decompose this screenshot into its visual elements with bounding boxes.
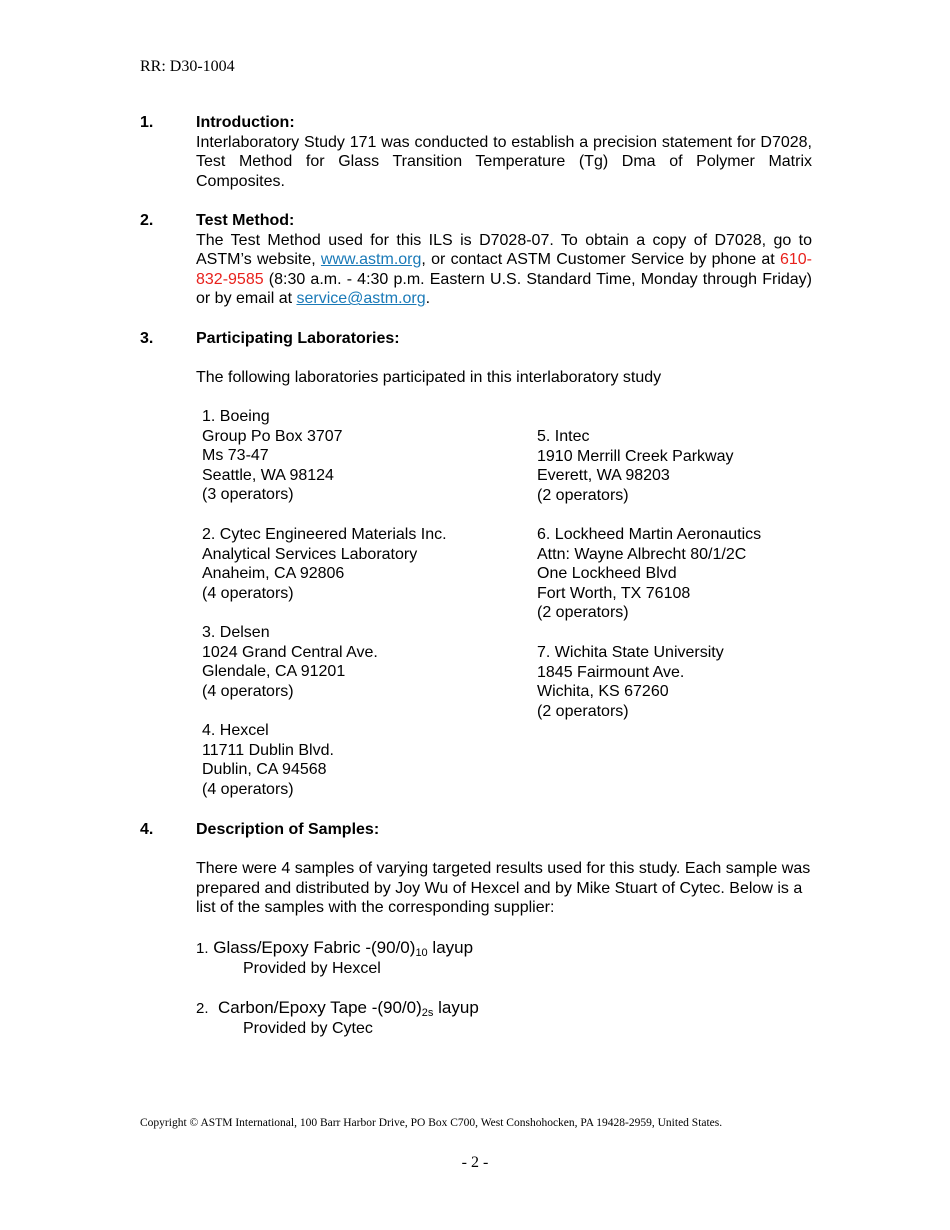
lab-entry (537, 525, 761, 623)
lab-name: 2. Cytec Engineered Materials Inc. (202, 526, 447, 543)
section-text (196, 231, 812, 309)
lab-entry (537, 427, 734, 505)
lab-entry (202, 623, 378, 701)
lab-name: 5. Intec (537, 428, 590, 445)
astm-website-link[interactable]: www.astm.org (320, 251, 422, 269)
sample-number: 1. (196, 940, 209, 957)
section-title: Test Method: (196, 212, 295, 229)
lab-line: 1910 Merrill Creek Parkway (537, 447, 734, 465)
section-number: 1. (140, 114, 154, 131)
section-title: Participating Laboratories: (196, 330, 400, 347)
lab-name: 3. Delsen (202, 624, 270, 641)
section-test-method (140, 211, 812, 309)
lab-name: 7. Wichita State University (537, 644, 724, 661)
section-text: Interlaboratory Study 171 was conducted to establish a precision statement for D7028, Test Method for Glass Transition Temperature (Tg) Dma of Polymer Matrix Composites. (196, 133, 812, 190)
section-description-of-samples (140, 820, 812, 918)
sample-title (196, 998, 479, 1019)
document-id: RR: D30-1004 (140, 58, 235, 75)
text-segment: , or contact ASTM Customer Service by phone at (421, 251, 780, 269)
lab-line: Analytical Services Laboratory (202, 545, 418, 563)
lab-entry (202, 407, 343, 505)
lab-line: (4 operators) (202, 780, 294, 798)
text-segment: . (425, 290, 431, 308)
lab-line: Attn: Wayne Albrecht 80/1/2C (537, 545, 747, 563)
lab-name: 1. Boeing (202, 408, 270, 425)
lab-line: 11711 Dublin Blvd. (202, 741, 334, 759)
lab-line: Wichita, KS 67260 (537, 683, 669, 701)
sample-provider: Provided by Cytec (243, 1019, 373, 1037)
section-introduction (140, 113, 812, 191)
lab-line: (2 operators) (537, 702, 629, 720)
section-number: 4. (140, 821, 154, 838)
sample-provider: Provided by Hexcel (243, 959, 381, 977)
lab-line: 1845 Fairmount Ave. (537, 663, 685, 681)
lab-line: (2 operators) (537, 604, 629, 622)
sample-suffix: layup (433, 998, 479, 1017)
section-number: 3. (140, 330, 154, 347)
sample-number: 2. (196, 1000, 209, 1017)
sample-subscript: 10 (415, 947, 428, 959)
section-title: Description of Samples: (196, 821, 380, 838)
section-title: Introduction: (196, 114, 295, 131)
lab-line: (2 operators) (537, 486, 629, 504)
lab-line: Anaheim, CA 92806 (202, 565, 345, 583)
lab-entry (202, 721, 334, 799)
sample-item (196, 938, 473, 978)
lab-line: (3 operators) (202, 486, 294, 504)
lab-name: 6. Lockheed Martin Aeronautics (537, 526, 762, 543)
section-number: 2. (140, 212, 154, 229)
section-intro: The following laboratories participated in this interlaboratory study (196, 369, 662, 387)
sample-subscript: 2s (421, 1007, 434, 1019)
lab-line: (4 operators) (202, 584, 294, 602)
phone-number: 610-832-9585 (196, 251, 812, 288)
service-email-link[interactable]: service@astm.org (296, 290, 426, 308)
lab-line: Dublin, CA 94568 (202, 761, 327, 779)
lab-entry (537, 643, 724, 721)
lab-line: Group Po Box 3707 (202, 427, 343, 445)
sample-title (196, 938, 473, 959)
lab-line: Glendale, CA 91201 (202, 663, 346, 681)
lab-line: 1024 Grand Central Ave. (202, 643, 378, 661)
text-segment: The Test Method used for this ILS is D7028-07. To obtain a copy of D7028, go to ASTM’s website, (196, 231, 812, 269)
page-number: - 2 - (461, 1154, 489, 1171)
lab-line: Everett, WA 98203 (537, 467, 670, 485)
sample-suffix: layup (427, 938, 474, 957)
copyright-notice: Copyright © ASTM International, 100 Barr Harbor Drive, PO Box C700, West Conshohocken, PA 19428-2959, United States. (140, 1117, 723, 1129)
lab-line: Ms 73-47 (202, 447, 269, 465)
lab-line: Seattle, WA 98124 (202, 466, 334, 484)
section-participating-laboratories (140, 329, 812, 388)
lab-line: Fort Worth, TX 76108 (537, 584, 691, 602)
lab-line: (4 operators) (202, 682, 294, 700)
section-text: There were 4 samples of varying targeted results used for this study. Each sample was prepared and distributed by Joy Wu of Hexcel and by Mike Stuart of Cytec. Below is a list of the samples with the corresponding supplier: (196, 860, 811, 917)
lab-line: One Lockheed Blvd (537, 565, 677, 583)
lab-entry (202, 525, 447, 603)
sample-name: Glass/Epoxy Fabric -(90/0) (213, 938, 416, 957)
text-segment: (8:30 a.m. - 4:30 p.m. Eastern U.S. Standard Time, Monday through Friday) or by email at (196, 270, 812, 308)
sample-item (196, 998, 479, 1038)
sample-name: Carbon/Epoxy Tape -(90/0) (217, 998, 422, 1017)
lab-name: 4. Hexcel (202, 722, 269, 739)
